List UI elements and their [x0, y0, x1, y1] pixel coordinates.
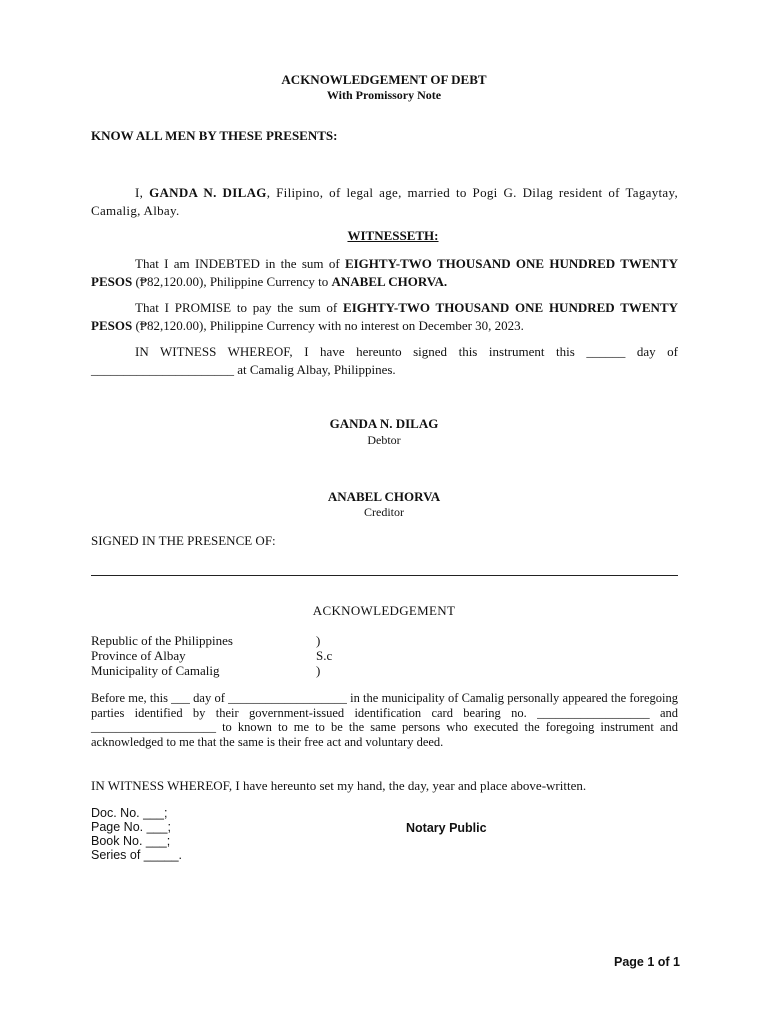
book-no: Book No. ___; [91, 834, 171, 848]
before-me-paragraph: Before me, this ___ day of ___________________ in the municipality of Camalig personally appeared the foregoing parties identified by their government-issued identification card bearing no. __________________ and ____________________ to known to me to be the same persons who executed the foregoing instrument and acknowledged to me that the same is their free act and voluntary deed. [91, 691, 678, 749]
creditor-name: ANABEL CHORVA [327, 489, 441, 504]
promise-text-end: (₱82,120.00), Philippine Currency with no interest on December 30, 2023. [132, 318, 524, 333]
creditor-role: Creditor [364, 505, 404, 519]
series-of: Series of _____. [91, 848, 183, 862]
venue-mark: ) [316, 663, 321, 678]
intro-text-start: I, [135, 185, 150, 200]
notary-public-label: Notary Public [406, 821, 487, 835]
promise-paragraph [91, 299, 678, 335]
venue-label: Municipality of Camalig [91, 663, 220, 678]
signed-presence-label: SIGNED IN THE PRESENCE OF: [91, 533, 276, 548]
indebted-amount-words: EIGHTY-TWO THOUSAND ONE HUNDRED TWENTY PESOS [91, 256, 678, 289]
intro-text-end: , Filipino, of legal age, married to Pogi G. Dilag resident of Tagaytay, Camalig, Albay. [91, 185, 678, 218]
venue-block [91, 633, 333, 678]
doc-no: Doc. No. ___; [91, 806, 168, 820]
venue-row [91, 663, 321, 678]
know-all-heading: KNOW ALL MEN BY THESE PRESENTS: [91, 128, 338, 143]
promise-text-start: That I PROMISE to pay the sum of [135, 300, 344, 315]
page-no: Page No. ___; [91, 820, 171, 834]
venue-label: Province of Albay [91, 648, 186, 663]
venue-mark: S.c [316, 648, 333, 663]
document-title: ACKNOWLEDGEMENT OF DEBT [281, 72, 487, 87]
acknowledgement-heading: ACKNOWLEDGEMENT [312, 603, 456, 618]
doc-reference-block [91, 806, 182, 862]
debtor-role: Debtor [367, 433, 401, 447]
debtor-name: GANDA N. DILAG [329, 416, 439, 431]
promise-amount-words: EIGHTY-TWO THOUSAND ONE HUNDRED TWENTY PESOS [91, 300, 679, 333]
debtor-name-inline: GANDA N. DILAG [149, 185, 267, 200]
page-number: Page 1 of 1 [614, 955, 680, 969]
venue-label: Republic of the Philippines [91, 633, 233, 648]
venue-mark: ) [316, 633, 321, 648]
venue-row [91, 648, 333, 663]
in-witness-paragraph: IN WITNESS WHEREOF, I have hereunto signed this instrument this ______ day of ______________________ at Camalig Albay, Philippines. [91, 344, 678, 377]
indebted-text-mid: (₱82,120.00), Philippine Currency to [132, 274, 332, 289]
document-subtitle: With Promissory Note [326, 88, 442, 102]
indebted-paragraph [91, 255, 678, 291]
witnesseth-heading: WITNESSETH: [347, 228, 439, 243]
venue-row [91, 633, 321, 648]
intro-paragraph [91, 184, 678, 220]
indebted-text-start: That I am INDEBTED in the sum of [135, 256, 345, 271]
divider-line [91, 575, 678, 576]
notary-witness-paragraph: IN WITNESS WHEREOF, I have hereunto set my hand, the day, year and place above-written. [91, 778, 587, 793]
creditor-name-inline: ANABEL CHORVA. [331, 274, 448, 289]
